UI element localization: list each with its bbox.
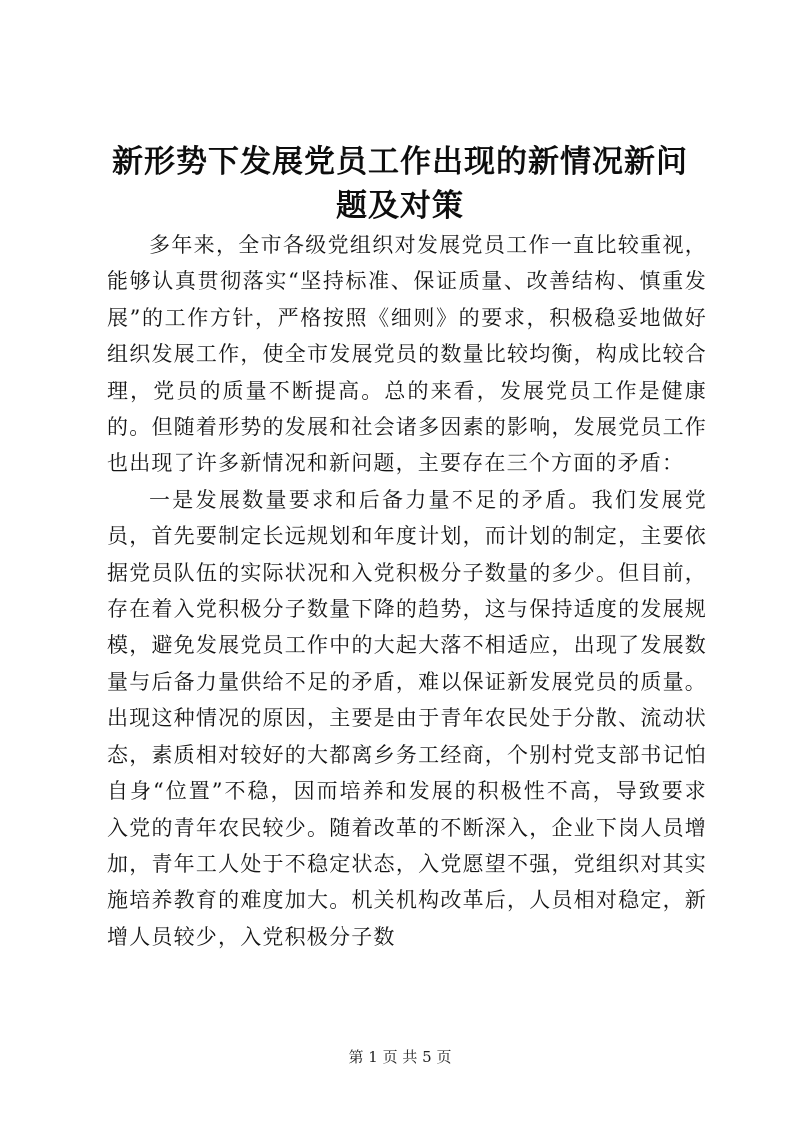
document-body — [107, 227, 707, 955]
paragraph-intro: 多年来，全市各级党组织对发展党员工作一直比较重视，能够认真贯彻落实“坚持标准、保证质量、改善结构、慎重发展”的工作方针，严格按照《细则》的要求，积极稳妥地做好组织发展工作，使全市发展党员的数量比较均衡，构成比较合理，党员的质量不断提高。总的来看，发展党员工作是健康的。但随着形势的发展和社会诸多因素的影响，发展党员工作也出现了许多新情况和新问题，主要存在三个方面的矛盾： — [107, 233, 707, 476]
paragraph-first-contradiction: 一是发展数量要求和后备力量不足的矛盾。我们发展党员，首先要制定长远规划和年度计划，而计划的制定，主要依据党员队伍的实际状况和入党积极分子数量的多少。但目前，存在着入党积极分子数量下降的趋势，这与保持适度的发展规模，避免发展党员工作中的大起大落不相适应，出现了发展数量与后备力量供给不足的矛盾，难以保证新发展党员的质量。出现这种情况的原因，主要是由于青年农民处于分散、流动状态，素质相对较好的大都离乡务工经商，个别村党支部书记怕自身“位置”不稳，因而培养和发展的积极性不高，导致要求入党的青年农民较少。随着改革的不断深入，企业下岗人员增加，青年工人处于不稳定状态，入党愿望不强，党组织对其实施培养教育的难度加大。机关机构改革后，人员相对稳定，新增人员较少，入党积极分子数 — [107, 487, 707, 949]
document-title: 新形势下发展党员工作出现的新情况新问题及对策 — [112, 144, 688, 224]
page-footer: 第 1 页 共 5 页 — [348, 1048, 452, 1066]
